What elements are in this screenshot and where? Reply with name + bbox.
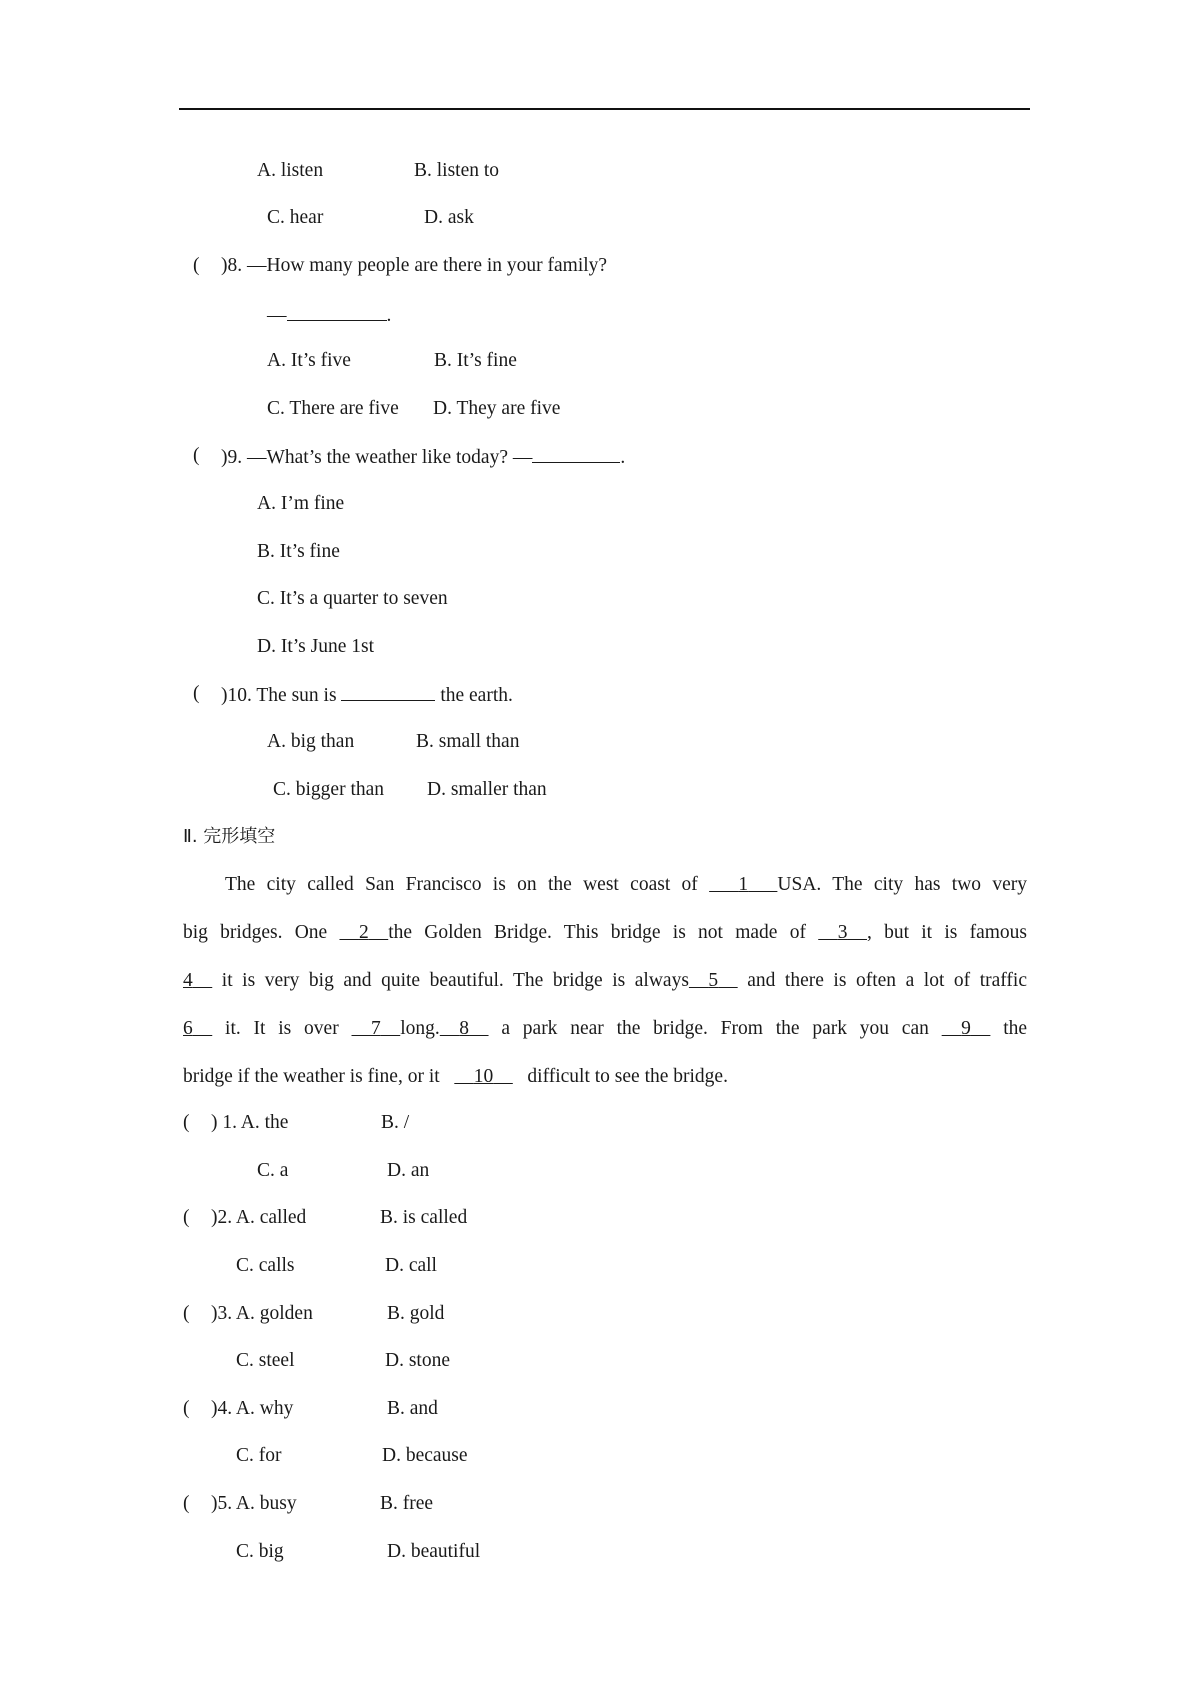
cloze-5-option-c: C. big [236, 1541, 284, 1562]
q8-option-c: C. There are five [267, 398, 399, 419]
q7-option-a: A. listen [257, 160, 324, 181]
cloze-5-option-b: B. free [380, 1493, 434, 1514]
cloze-5-paren: ( [183, 1493, 190, 1514]
passage-line-5 [183, 1065, 1027, 1089]
q10-stem-post: the earth. [440, 685, 513, 706]
cloze-1-option-b: B. / [381, 1112, 410, 1133]
cloze-3-paren: ( [183, 1303, 190, 1324]
cloze-1-stem: ) 1. A. the [211, 1112, 289, 1133]
q8-answer-line [267, 302, 391, 328]
cloze-4-paren: ( [183, 1398, 190, 1419]
section-heading: Ⅱ. 完形填空 [183, 826, 276, 847]
q9-option-c: C. It’s a quarter to seven [257, 588, 448, 609]
q8-blank [287, 302, 387, 321]
passage-text: and there is often a lot of traffic [747, 970, 1027, 991]
passage-text: it. It is over [225, 1018, 339, 1039]
q8-paren: ( [193, 255, 200, 276]
cloze-1-paren: ( [183, 1112, 190, 1133]
q10-option-d: D. smaller than [427, 779, 547, 800]
passage-line-1 [225, 873, 1027, 897]
blank-3: 3 [837, 922, 848, 943]
cloze-1-option-c: C. a [257, 1160, 289, 1181]
cloze-1-option-d: D. an [387, 1160, 430, 1181]
cloze-2-stem: )2. A. called [211, 1207, 307, 1228]
cloze-3-option-b: B. gold [387, 1303, 445, 1324]
cloze-4-stem: )4. A. why [211, 1398, 294, 1419]
q9-blank [532, 444, 620, 463]
passage-text: it is very big and quite beautiful. The bridge is always [221, 970, 689, 991]
q9-option-b: B. It’s fine [257, 541, 340, 562]
cloze-4-option-c: C. for [236, 1445, 282, 1466]
q9-option-a: A. I’m fine [257, 493, 345, 514]
passage-text: a park near the bridge. From the park you can [501, 1018, 929, 1039]
q7-option-b: B. listen to [414, 160, 500, 181]
q8-option-a: A. It’s five [267, 350, 351, 371]
q9-paren: ( [193, 445, 200, 466]
q9-stem: )9. —What’s the weather like today? — [221, 447, 533, 468]
cloze-3-stem: )3. A. golden [211, 1303, 313, 1324]
blank-6: 6 [183, 1018, 193, 1039]
passage-line-4 [183, 1017, 1027, 1041]
q7-option-c: C. hear [267, 207, 324, 228]
q10-option-b: B. small than [416, 731, 520, 752]
blank-9: 9 [961, 1018, 971, 1039]
cloze-3-option-d: D. stone [385, 1350, 450, 1371]
cloze-2-option-d: D. call [385, 1255, 437, 1276]
q8-option-d: D. They are five [433, 398, 561, 419]
q8-option-b: B. It’s fine [434, 350, 517, 371]
blank-10: 10 [473, 1066, 494, 1087]
cloze-5-option-d: D. beautiful [387, 1541, 481, 1562]
q8-period: . [386, 305, 392, 326]
q10-stem-pre: )10. The sun is [221, 685, 337, 706]
q9-period: . [620, 447, 626, 468]
passage-text: difficult to see the bridge. [527, 1066, 728, 1087]
passage-text: the Golden Bridge. This bridge is not made of [388, 922, 806, 943]
q10-stem-line [221, 682, 513, 708]
blank-7: 7 [371, 1018, 381, 1039]
q10-option-c: C. bigger than [273, 779, 385, 800]
cloze-2-paren: ( [183, 1207, 190, 1228]
cloze-2-option-c: C. calls [236, 1255, 295, 1276]
passage-text: long. [400, 1018, 440, 1039]
blank-5: 5 [708, 970, 719, 991]
header-rule [179, 108, 1030, 110]
passage-line-3 [183, 969, 1027, 993]
passage-text: the [1003, 1018, 1028, 1039]
q9-option-d: D. It’s June 1st [257, 636, 374, 657]
q10-blank [341, 682, 435, 701]
cloze-4-option-d: D. because [382, 1445, 468, 1466]
q10-paren: ( [193, 683, 200, 704]
blank-4: 4 [183, 970, 193, 991]
passage-text: USA. The city has two very [777, 874, 1027, 895]
q8-dash: — [267, 305, 287, 326]
cloze-5-stem: )5. A. busy [211, 1493, 297, 1514]
cloze-4-option-b: B. and [387, 1398, 438, 1419]
cloze-3-option-c: C. steel [236, 1350, 295, 1371]
cloze-2-option-b: B. is called [380, 1207, 468, 1228]
q10-option-a: A. big than [267, 731, 355, 752]
q7-option-d: D. ask [424, 207, 474, 228]
passage-text: bridge if the weather is fine, or it [183, 1066, 440, 1087]
passage-text: The city called San Francisco is on the west coast of [225, 874, 698, 895]
passage-line-2 [183, 921, 1027, 945]
q9-stem-line [221, 444, 625, 470]
q8-stem: )8. —How many people are there in your family? [221, 255, 608, 276]
passage-text: big bridges. One [183, 922, 328, 943]
blank-8: 8 [459, 1018, 470, 1039]
blank-2: 2 [358, 922, 369, 943]
passage-text: , but it is famous [866, 922, 1028, 943]
blank-1: 1 [738, 874, 749, 895]
